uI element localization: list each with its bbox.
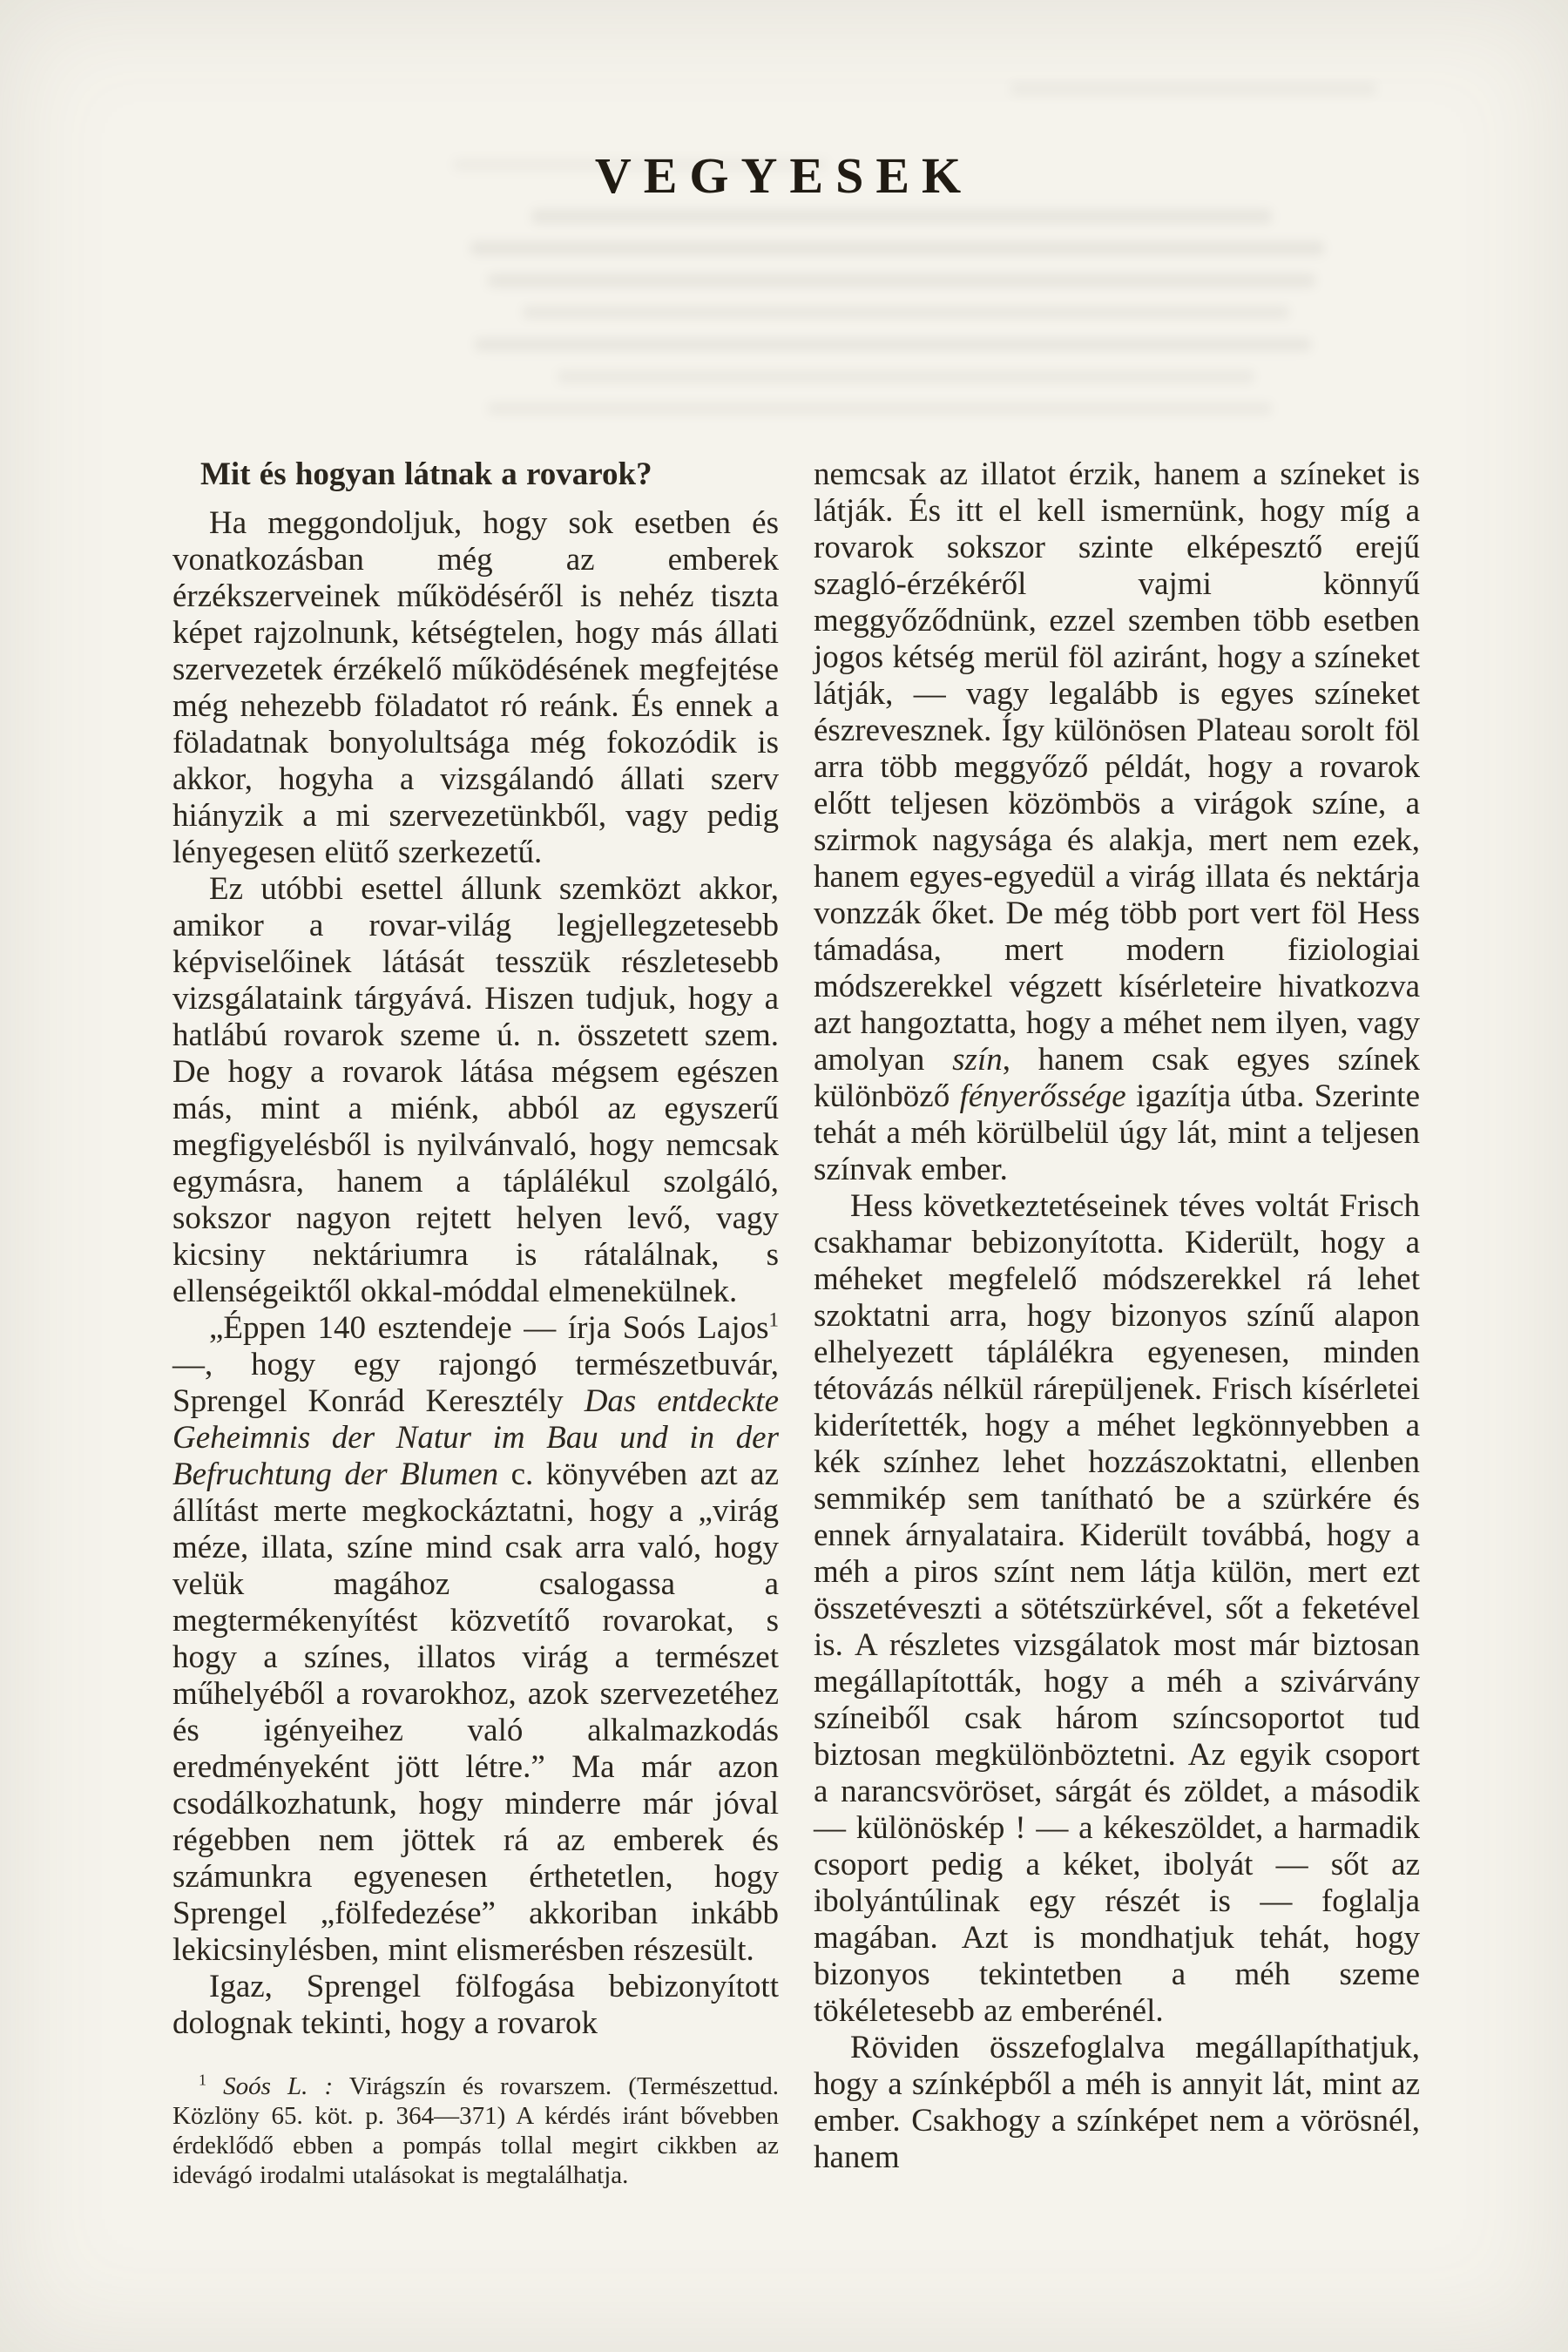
page-title: VEGYESEK xyxy=(594,147,974,204)
text-segment: —, hogy egy rajongó természetbuvár, Sprengel Konrád Keresztély xyxy=(172,1347,779,1419)
emphasized-word: szín xyxy=(952,1042,1003,1078)
paragraph xyxy=(814,456,1420,1188)
emphasized-word: fényerőssége xyxy=(959,1078,1126,1114)
paragraph xyxy=(172,1310,779,1969)
text-segment: nemcsak az illatot érzik, hanem a színeket is látják. És itt el kell ismernünk, hogy míg a rovarok sokszor szinte elképesztő erejű szagló-érzékéről vajmi könnyű meggyőződnünk, ezzel szemben több esetben jogos kétség merül föl aziránt, hogy a színeket látják, — vagy legalább is egyes színeket észrevesznek. Így különösen Plateau sorolt föl arra több meggyőző példát, hogy a rovarok előtt teljesen közömbös a virágok színe, a szirmok nagysága és alakja, mert nem ezek, hanem egyes-egyedül a virág illata és nektárja vonzzák őket. De még több port vert föl Hess támadása, mert modern fiziologiai módszerekkel végzett kísérleteire hivatkozva azt hangoztatta, hogy a méhet nem ilyen, vagy amolyan xyxy=(814,456,1420,1078)
bleedthrough-artifact xyxy=(475,338,1311,351)
text-segment: „Éppen 140 esztendeje — írja Soós Lajos xyxy=(209,1310,769,1346)
paragraph: Röviden összefoglalva megállapíthatjuk, hogy a színképből a méh is annyit lát, mint az ember. Csakhogy a színképet nem a vörösnél, hanem xyxy=(814,2030,1420,2175)
footnote-marker: 1 xyxy=(199,2071,206,2089)
bleedthrough-artifact xyxy=(488,402,1272,415)
bleedthrough-artifact xyxy=(523,306,1289,319)
paragraph: Ez utóbbi esettel állunk szemközt akkor, amikor a rovar-világ legjellegzetesebb képviselőinek látását tesszük részletesebb vizsgálataink tárgyává. Hiszen tudjuk, hogy a hatlábú rovarok szeme ú. n. összetett szem. De hogy a rovarok látása mégsem egészen más, mint a miénk, abból az egyszerű megfigyelésből is nyilvánvaló, hogy nemcsak egymásra, hanem a táplálékul szolgáló, sokszor nagyon rejtett helyen levő, vagy kicsiny nektáriumra is rátalálnak, s ellenségeiktől okkal-móddal elmenekülnek. xyxy=(172,871,779,1309)
article-body xyxy=(172,456,1420,2190)
bleedthrough-artifact xyxy=(488,274,1315,287)
footnote-text xyxy=(172,2072,779,2190)
left-column xyxy=(172,456,779,2190)
text-segment: igazítja útba. Szerinte tehát a méh körülbelül úgy lát, mint a teljesen színvak ember. xyxy=(814,1078,1420,1187)
text-segment: Virágszín és rovarszem. (Természettud. Közlöny 65. köt. p. 364—371) A kérdés iránt bővebben érdeklődő ebben a pompás tollal megirt cikkben az idevágó irodalmi utalásokat is megtalálhatja. xyxy=(172,2072,779,2189)
footnote-reference: 1 xyxy=(768,1308,779,1331)
article-heading: Mit és hogyan látnak a rovarok? xyxy=(200,456,652,492)
bleedthrough-artifact xyxy=(1010,83,1376,95)
footnote xyxy=(172,2072,779,2190)
text-segment: , hanem csak egyes színek különböző xyxy=(814,1042,1421,1114)
text-segment: c. könyvében azt az állítást merte megkockáztatni, hogy a „virág méze, illata, színe mind csak arra való, hogy velük magához csalogassa a megtermékenyítést közvetítő rovarokat, s hogy a színes, illatos virág a természet műhelyéből a rovarokhoz, azok szervezetéhez és igényeihez való alkalmazkodás eredményeként jött létre.” Ma már azon csodálkozhatunk, hogy minderre már jóval régebben nem jöttek rá az emberek és számunkra egyenesen érthetetlen, hogy Sprengel „fölfedezése” akkoriban inkább lekicsinylésben, mint elismerésben részesült. xyxy=(172,1456,779,1968)
bleedthrough-artifact xyxy=(558,370,1254,383)
bleedthrough-artifact xyxy=(470,241,1324,255)
paragraph: Hess következtetéseinek téves voltát Frisch csakhamar bebizonyította. Kiderült, hogy a méheket megfelelő módszerekkel rá lehet szoktatni arra, hogy bizonyos színű alapon elhelyezett táplálékra egyenesen, minden tétovázás nélkül rárepüljenek. Frisch kísérletei kiderítették, hogy a méhet legkönnyebben a kék színhez lehet hozzászoktatni, ellenben semmikép sem tanítható be a szürkére és ennek árnyalataira. Kiderült továbbá, hogy a méh a piros színt nem látja külön, mert ezt összetéveszti a sötétszürkével, sőt a feketével is. A részletes vizsgálatok most már biztosan megállapították, hogy a méh a szivárvány színeiből csak három színcsoportot tud biztosan megkülönböztetni. Az egyik csoport a narancsvöröset, sárgát és zöldet, a második — különöskép ! — a kékeszöldet, a harmadik csoport pedig a kéket, ibolyát — sőt az ibolyántúlinak egy részét is — foglalja magában. Azt is mondhatjuk tehát, hogy bizonyos tekintetben a méh szeme tökéletesebb az emberénél. xyxy=(814,1188,1420,2029)
right-column xyxy=(814,456,1420,2176)
footnote-author: Soós L. : xyxy=(206,2072,334,2100)
paragraph: Igaz, Sprengel fölfogása bebizonyított dolognak tekinti, hogy a rovarok xyxy=(172,1969,779,2041)
paragraph: Ha meggondoljuk, hogy sok esetben és vonatkozásban még az emberek érzékszerveinek működéséről is nehéz tiszta képet rajzolnunk, kétségtelen, hogy más állati szervezetek érzékelő működésének megfejtése még nehezebb föladatot ró reánk. És ennek a föladatnak bonyolultsága még fokozódik is akkor, hogyha a vizsgálandó állati szerv hiányzik a mi szervezetünkből, vagy pedig lényegesen elütő szerkezetű. xyxy=(172,505,779,870)
bleedthrough-artifact xyxy=(531,209,1272,224)
book-title: Das entdeckte Geheimnis der Natur im Bau und in der Befruchtung der Blumen xyxy=(172,1383,779,1492)
